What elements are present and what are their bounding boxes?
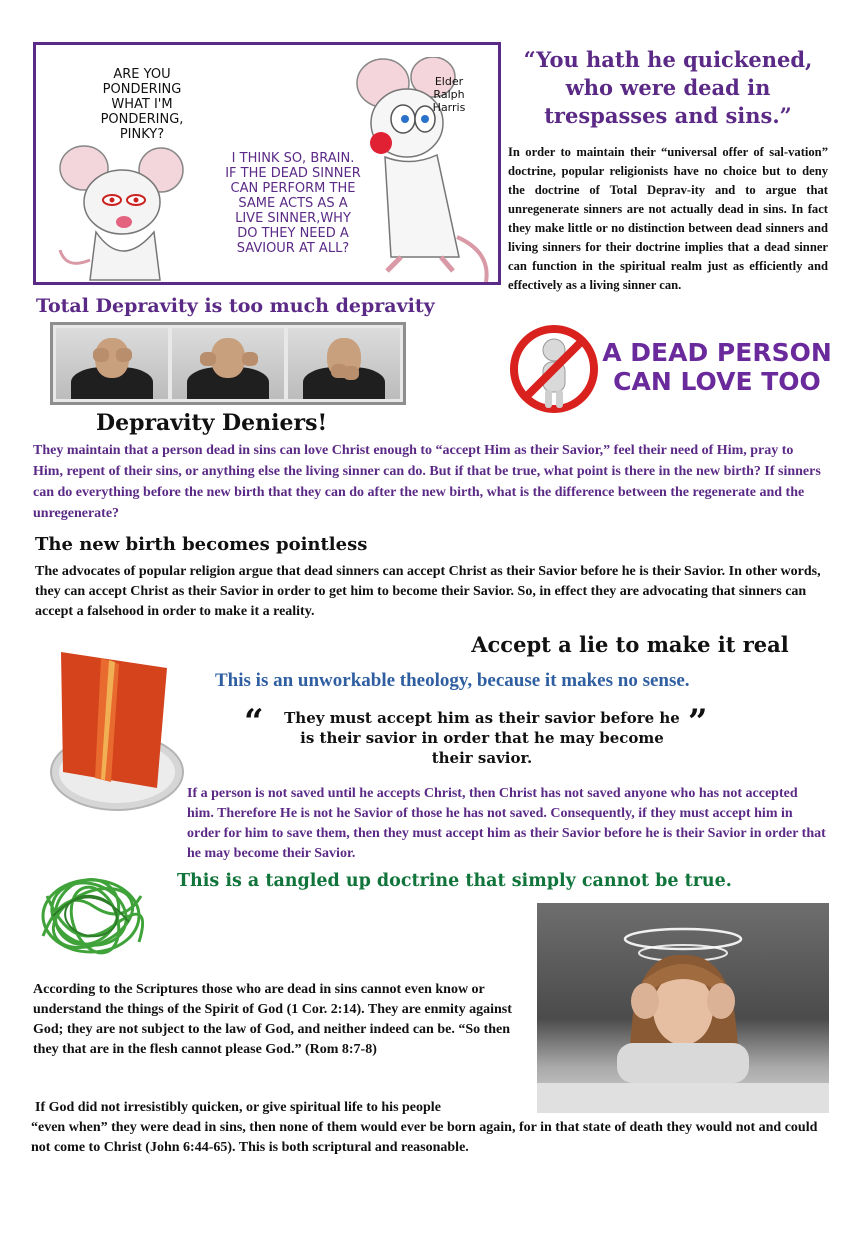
total-depravity-heading: Total Depravity is too much depravity	[36, 295, 435, 317]
deniers-heading: Depravity Deniers!	[96, 410, 328, 436]
intro-paragraph: In order to maintain their “universal offer of sal-vation” doctrine, popular religionists have no choice but to deny the doctrine of Total Deprav-ity and to argue that unregenerate sinners are not actually dead in sins. In fact they make little or no distinction between dead sinners and living sinners for their doctrine implies that a dead sinner can function in the spiritual realm just as efficiently and effectively as a living sinner can.	[508, 145, 828, 292]
open-quote-icon: “	[244, 702, 264, 742]
savior-paragraph: If a person is not saved until he accepts Christ, then Christ has not saved anyone who has not accepted him. Therefore He is not he Savior of those he has not saved. Consequently, if they must accept him in order for him to save them, then they must accept him as their Savior before he is their Savior in order that he may become their Savior.	[187, 786, 826, 861]
hear-no-evil-photo	[172, 328, 284, 399]
lie-heading: Accept a lie to make it real	[471, 632, 789, 657]
dead-person-sign-text: A DEAD PERSON CAN LOVE TOO	[602, 338, 832, 396]
headache-woman-figure	[537, 903, 829, 1113]
tangled-heading: This is a tangled up doctrine that simply cannot be true.	[177, 871, 732, 891]
brain-speech-text: ARE YOU PONDERING WHAT I'M PONDERING, PINKY?	[100, 67, 184, 142]
deniers-paragraph: They maintain that a person dead in sins can love Christ enough to “accept Him as their Savior,” feel their need of Him, pray to Him, repent of their sins, or anything else the living sinner can do. But if that be true, what point is there in the new birth? If sinners can do everything before the new birth that they can do after the new birth, what is the difference between the regenerate and the unregenerate?	[33, 443, 821, 521]
see-no-evil-photo	[56, 328, 168, 399]
speak-no-evil-photo	[288, 328, 400, 399]
scripture-paragraph: According to the Scriptures those who are dead in sins cannot even know or understand the things of the Spirit of God (1 Cor. 2:14). They are enmity against God; they are not subject to the law of God, and neither indeed can be. “So then they that are in the flesh cannot please God.” (Rom 8:7-8)	[33, 982, 512, 1057]
see-hear-speak-no-evil-photos	[50, 322, 406, 405]
closing-line-2: “even when” they were dead in sins, then none of them would ever be born again, for in that state of death they would not and could not come to Christ (John 6:44-65). This is both scriptural and reasonable.	[31, 1120, 818, 1155]
card-in-slot-illustration	[45, 640, 190, 815]
quote-heading: “You hath he quickened, who were dead in trespasses and sins.”	[523, 47, 813, 128]
unworkable-heading: This is an unworkable theology, because it makes no sense.	[215, 670, 690, 691]
tangled-green-string-illustration	[33, 866, 148, 966]
headache-woman-photo	[537, 903, 829, 1113]
pinky-speech-text: I THINK SO, BRAIN. IF THE DEAD SINNER CAN PERFORM THE SAME ACTS AS A LIVE SINNER,WHY DO THEY NEED A SAVIOUR AT ALL?	[225, 151, 361, 256]
new-birth-heading: The new birth becomes pointless	[35, 534, 368, 555]
close-quote-icon: ”	[688, 702, 708, 742]
new-birth-paragraph: The advocates of popular religion argue that dead sinners can accept Christ as their Savior before he is their Savior. In other words, they can accept Christ as their Savior in order to get him to become their Savior. So, in effect they are advocating that sinners can accept a falsehood in order to make it a reality.	[35, 564, 821, 619]
pull-quote: They must accept him as their savior before he is their savior in order that he may become their savior.	[284, 709, 680, 767]
pinky-label: Elder Ralph Harris	[432, 75, 466, 114]
no-sign-figure-icon	[507, 322, 601, 416]
comic-panel	[33, 42, 501, 285]
closing-line-1: If God did not irresistibly quicken, or give spiritual life to his people	[35, 1100, 441, 1115]
brain-mouse-illustration	[56, 140, 191, 285]
